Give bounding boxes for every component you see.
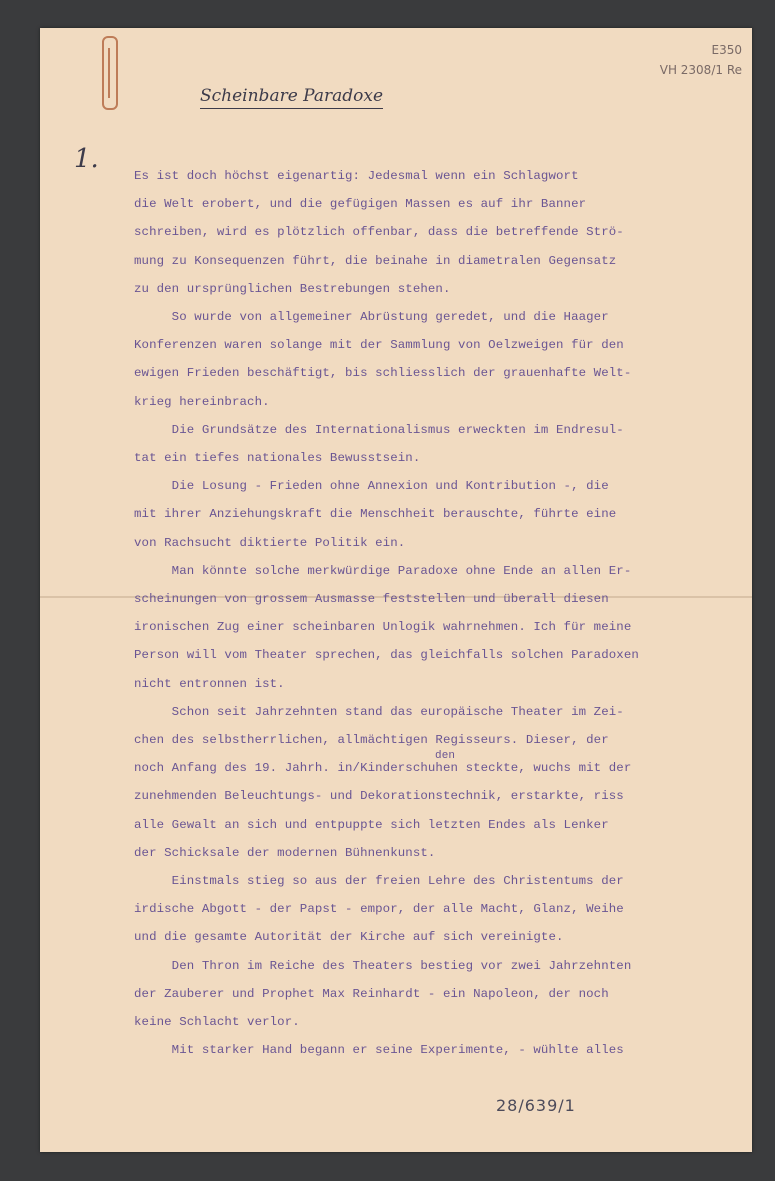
archive-stamp-line1: E350	[711, 43, 742, 57]
text-line: irdische Abgott - der Papst - empor, der alle Macht, Glanz, Weihe	[134, 902, 624, 917]
text-line: noch Anfang des 19. Jahrh. in/Kinderschuhen steckte, wuchs mit der	[134, 761, 632, 776]
text-line: keine Schlacht verlor.	[134, 1015, 300, 1030]
archive-stamp-line2: VH 2308/1 Re	[659, 63, 742, 77]
text-line: Man könnte solche merkwürdige Paradoxe ohne Ende an allen Er-	[134, 563, 632, 578]
text-line: der Schicksale der modernen Bühnenkunst.	[134, 845, 436, 860]
text-line: tat ein tiefes nationales Bewusstsein.	[134, 451, 421, 466]
archive-stamp	[660, 40, 742, 80]
text-line: So wurde von allgemeiner Abrüstung geredet, und die Haager	[134, 310, 609, 325]
text-line: ironischen Zug einer scheinbaren Unlogik wahrnehmen. Ich für meine	[134, 620, 632, 635]
text-line: Die Grundsätze des Internationalismus erweckten im Endresul-	[134, 422, 624, 437]
text-line: ewigen Frieden beschäftigt, bis schliesslich der grauenhafte Welt-	[134, 366, 632, 381]
text-line: von Rachsucht diktierte Politik ein.	[134, 535, 406, 550]
archive-number: 28/639/1	[496, 1096, 576, 1115]
text-line: mit ihrer Anziehungskraft die Menschheit berauschte, führte eine	[134, 507, 617, 522]
text-line: nicht entronnen ist.	[134, 676, 285, 691]
interlinear-insert: den	[435, 750, 456, 762]
text-line: zunehmenden Beleuchtungs- und Dekorationstechnik, erstarkte, riss	[134, 789, 624, 804]
text-line: und die gesamte Autorität der Kirche auf sich vereinigte.	[134, 930, 564, 945]
text-line: alle Gewalt an sich und entpuppte sich letzten Endes als Lenker	[134, 817, 609, 832]
handwritten-title: Scheinbare Paradoxe	[200, 86, 383, 109]
document-page	[40, 28, 752, 1152]
text-line: scheinungen von grossem Ausmasse feststellen und überall diesen	[134, 592, 609, 607]
text-line: Mit starker Hand begann er seine Experimente, - wühlte alles	[134, 1043, 624, 1058]
text-line: Es ist doch höchst eigenartig: Jedesmal wenn ein Schlagwort	[134, 169, 579, 183]
text-line: die Welt erobert, und die gefügigen Massen es auf ihr Banner	[134, 197, 587, 212]
paper-clip-inner	[108, 48, 110, 98]
text-line: mung zu Konsequenzen führt, die beinahe in diametralen Gegensatz	[134, 253, 617, 268]
text-line: krieg hereinbrach.	[134, 394, 270, 409]
typed-text-body	[134, 162, 704, 1065]
text-line: Konferenzen waren solange mit der Sammlung von Oelzweigen für den	[134, 338, 624, 353]
text-line: der Zauberer und Prophet Max Reinhardt - ein Napoleon, der noch	[134, 986, 609, 1001]
text-line: schreiben, wird es plötzlich offenbar, dass die betreffende Strö-	[134, 225, 624, 240]
text-line: Schon seit Jahrzehnten stand das europäische Theater im Zei-	[134, 704, 624, 719]
text-line: Die Losung - Frieden ohne Annexion und Kontribution -, die	[134, 479, 609, 494]
text-line: Einstmals stieg so aus der freien Lehre des Christentums der	[134, 874, 624, 889]
text-line: chen des selbstherrlichen, allmächtigen Regisseurs. Dieser, der	[134, 733, 609, 748]
text-line: Den Thron im Reiche des Theaters bestieg vor zwei Jahrzehnten	[134, 958, 632, 973]
paper-clip-icon	[102, 36, 118, 110]
text-line: Person will vom Theater sprechen, das gleichfalls solchen Paradoxen	[134, 648, 639, 663]
margin-mark: 1.	[74, 144, 99, 174]
text-line: zu den ursprünglichen Bestrebungen stehen.	[134, 281, 451, 296]
